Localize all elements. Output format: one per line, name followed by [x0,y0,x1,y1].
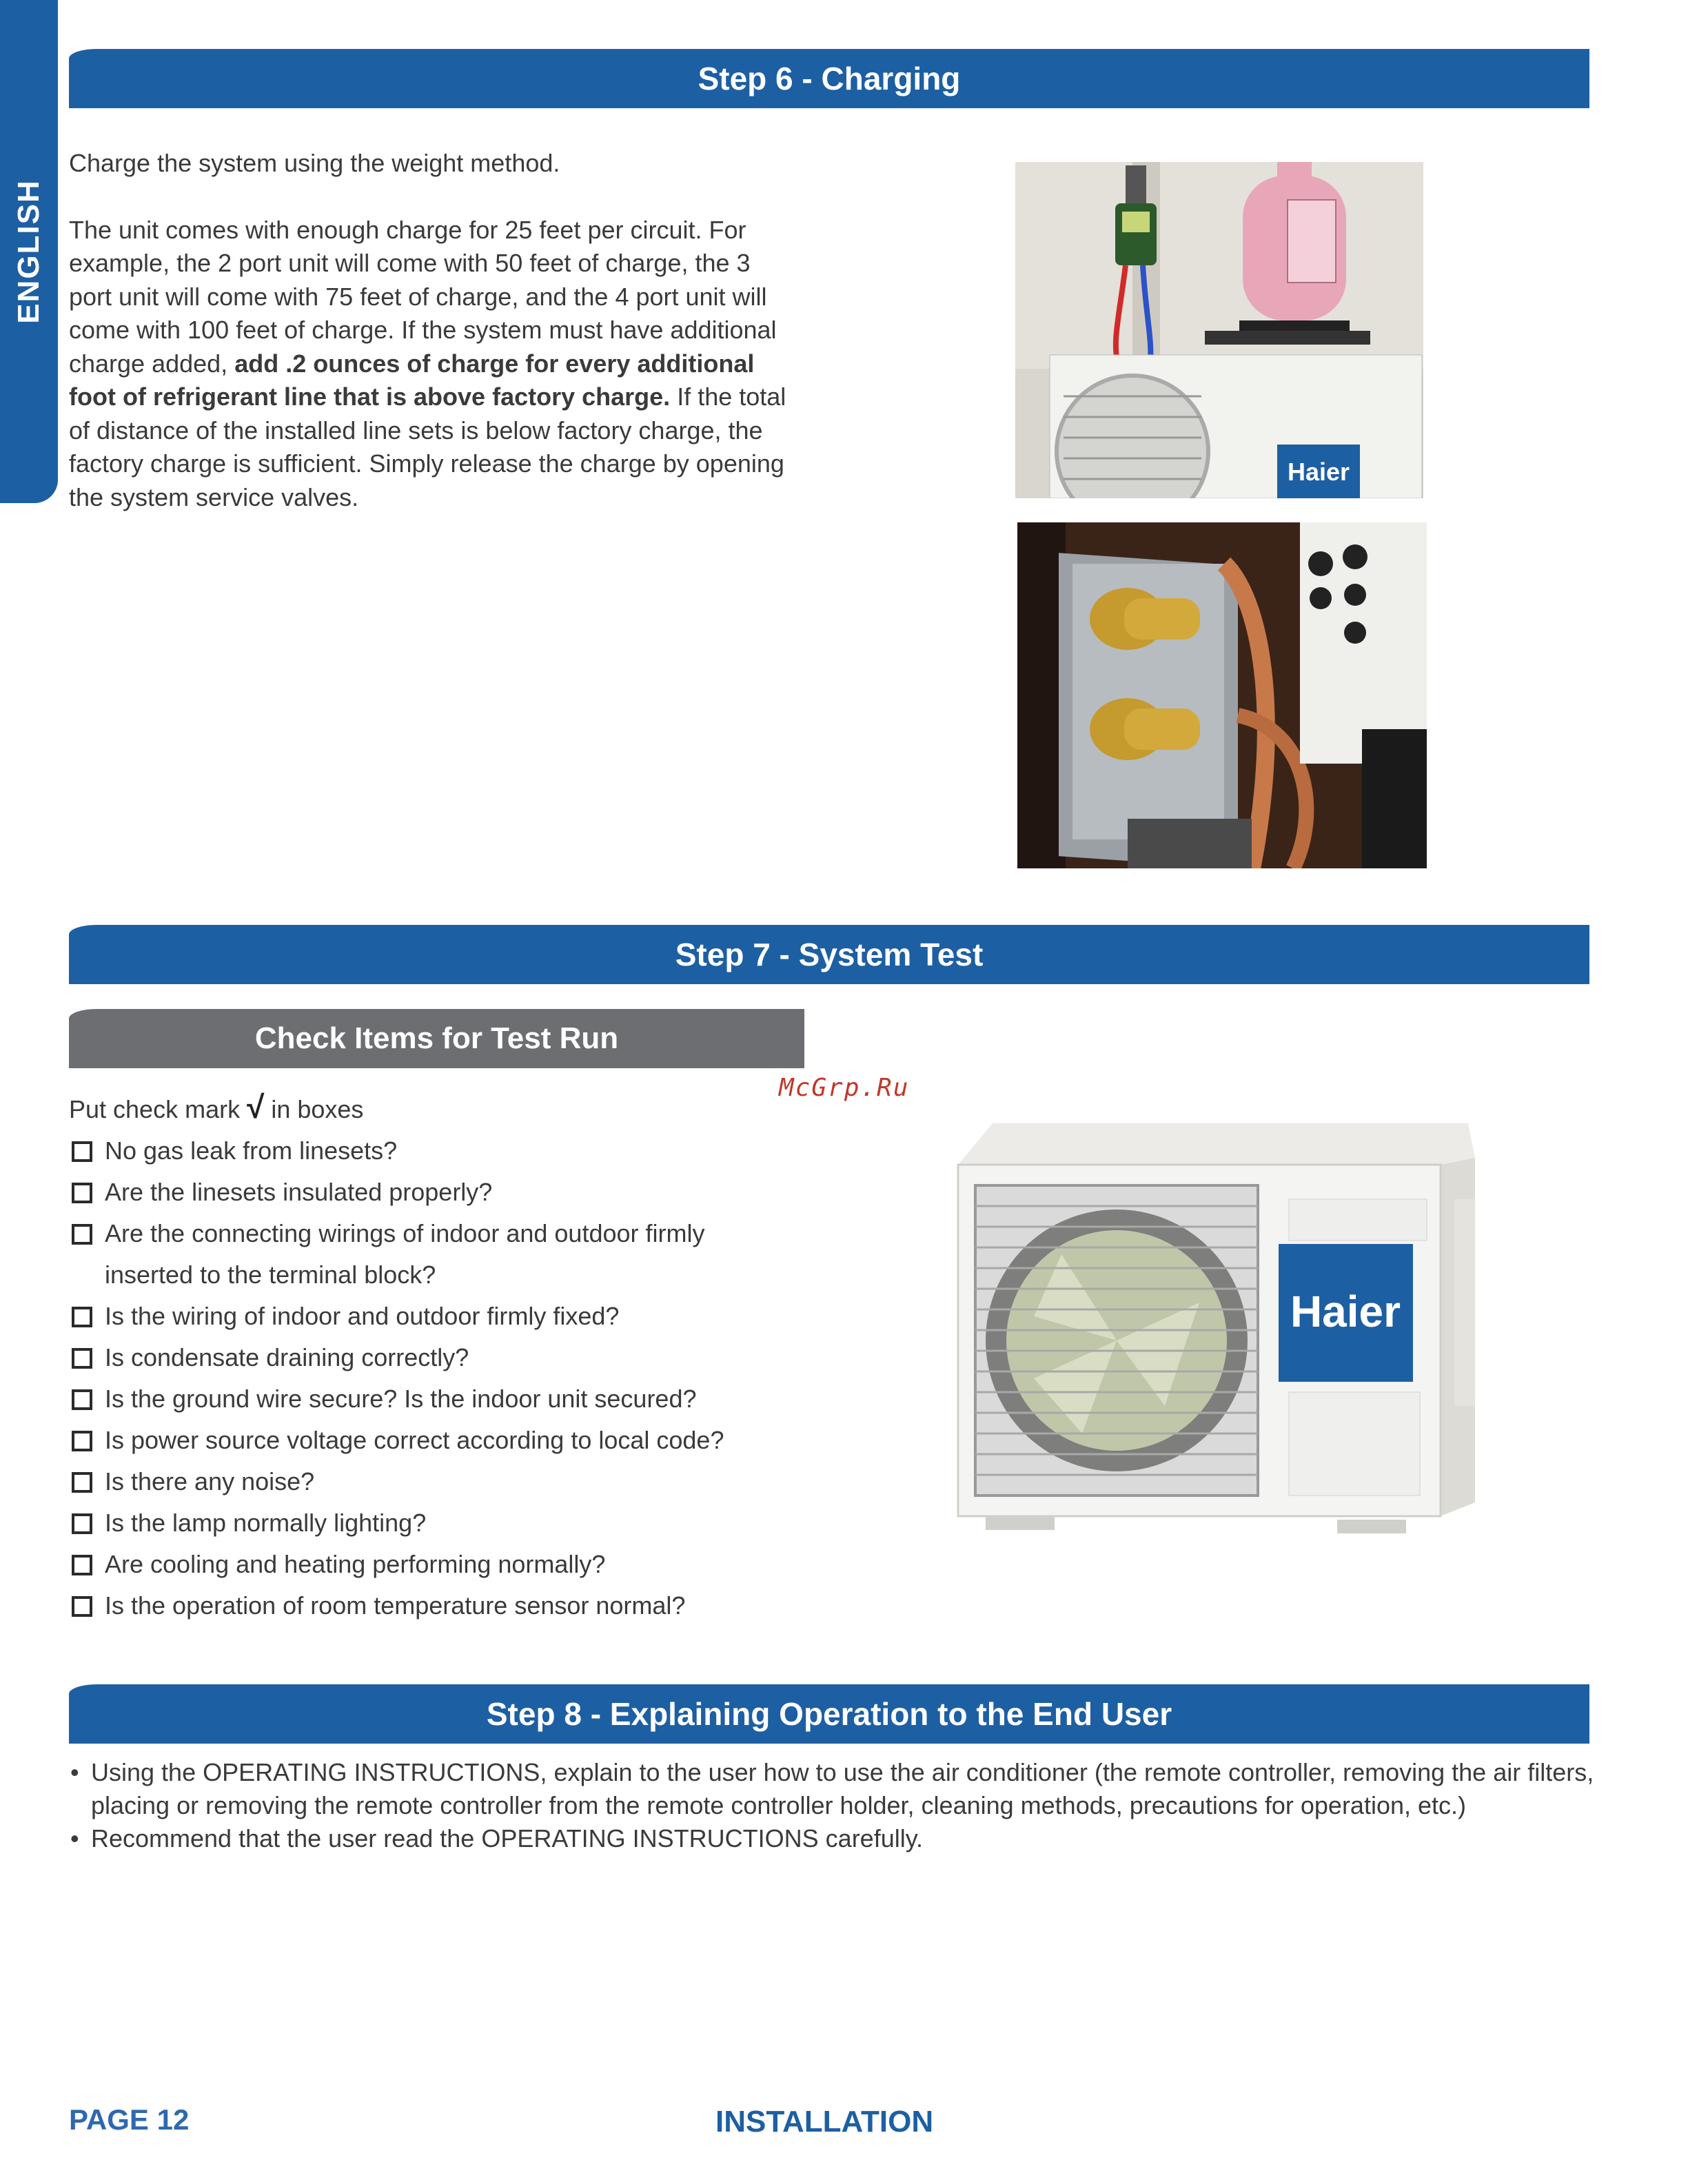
section-name: INSTALLATION [715,2105,934,2139]
step6-title: Step 6 - Charging [698,61,961,96]
step6-body [69,214,800,515]
checkbox[interactable] [72,1183,92,1203]
checklist-item-label: Are the linesets insulated properly? [105,1178,493,1206]
checklist-item-label: Is the ground wire secure? Is the indoor unit secured? [105,1385,697,1413]
haier-logo: Haier [1290,1287,1401,1336]
check-mark-symbol: √ [247,1089,265,1125]
step6-banner [69,49,1589,108]
checklist-item [69,1337,848,1378]
checkbox[interactable] [72,1141,92,1162]
checklist-item [69,1378,848,1420]
checklist-item [69,1213,848,1296]
checklist-item [69,1585,848,1626]
step7-title: Step 7 - System Test [675,937,984,972]
checklist-item-label: Are the connecting wirings of indoor and outdoor firmly inserted to the terminal block? [105,1219,705,1289]
step6-body-end: If the total of distance of the installed line sets is below factory charge, the factory charge is sufficient. Simply release the charge by opening the system service valves. [69,382,786,511]
step6-body-bold: add .2 ounces of charge for every additional foot of refrigerant line that is above factory charge. [69,349,755,411]
checkbox[interactable] [72,1348,92,1369]
checklist-item-label: Are cooling and heating performing normally? [105,1550,606,1578]
step6-body-start: The unit comes with enough charge for 25 feet per circuit. For example, the 2 port unit will come with 50 feet of charge, the 3 port unit will come with 75 feet of charge, and the 4 port unit will come with 100 feet of charge. If the system must have additional charge added, [69,215,777,378]
checklist-item [69,1296,848,1337]
language-label: ENGLISH [12,179,46,324]
step6-text [69,147,800,547]
service-valves-photo [1017,522,1427,868]
charging-setup-photo [1015,162,1423,498]
check-items-title: Check Items for Test Run [254,1021,619,1055]
checklist-item [69,1172,848,1213]
checkbox[interactable] [72,1513,92,1534]
checklist-item [69,1130,848,1172]
checklist-item-label: Is the lamp normally lighting? [105,1509,427,1537]
bullet-text: Recommend that the user read the OPERATING INSTRUCTIONS carefully. [91,1824,924,1853]
haier-logo-small: Haier [1287,458,1350,486]
checkbox[interactable] [72,1472,92,1493]
test-run-checklist [69,1086,848,1626]
watermark: McGrp.Ru [779,1074,910,1102]
step6-intro: Charge the system using the weight method. [69,149,560,177]
checklist-item-label: Is there any noise? [105,1467,315,1496]
step8-banner [69,1684,1589,1744]
checkbox[interactable] [72,1224,92,1245]
language-side-tab [0,0,58,503]
checklist-item [69,1461,848,1502]
checkbox[interactable] [72,1596,92,1617]
checklist-item-label: Is the operation of room temperature sensor normal? [105,1591,686,1620]
step7-banner [69,925,1589,984]
checkbox[interactable] [72,1431,92,1451]
checkbox[interactable] [72,1307,92,1327]
check-intro-after: in boxes [264,1095,364,1123]
checklist-item-label: No gas leak from linesets? [105,1136,398,1165]
check-intro [69,1086,848,1130]
checkbox[interactable] [72,1555,92,1575]
checkbox[interactable] [72,1389,92,1410]
checklist-item [69,1502,848,1544]
checklist-item [69,1420,848,1461]
step8-bullets [69,1756,1599,1855]
outdoor-unit-photo [944,1116,1516,1558]
check-intro-before: Put check mark [69,1095,247,1123]
bullet-item: • Recommend that the user read the OPERATING INSTRUCTIONS carefully. [70,1824,924,1853]
page-number: PAGE 12 [69,2103,190,2136]
bullet-item: • Using the OPERATING INSTRUCTIONS, explain to the user how to use the air conditioner (the remote controller, removing the air filters, placing or removing the remote controller from the remote controller holder, cleaning methods, precautions for operation, etc.) [70,1758,1594,1819]
check-items-banner [69,1009,804,1068]
step8-title: Step 8 - Explaining Operation to the End User [486,1696,1172,1732]
checklist-item-label: Is power source voltage correct according to local code? [105,1426,724,1454]
bullet-text: Using the OPERATING INSTRUCTIONS, explain to the user how to use the air conditioner (the remote controller, removing the air filters, placing or removing the remote controller from the remote controller holder, cleaning methods, precautions for operation, etc.) [91,1758,1594,1819]
checklist-item-label: Is condensate draining correctly? [105,1343,469,1371]
checklist-item [69,1544,848,1585]
checklist-item-label: Is the wiring of indoor and outdoor firmly fixed? [105,1302,620,1330]
